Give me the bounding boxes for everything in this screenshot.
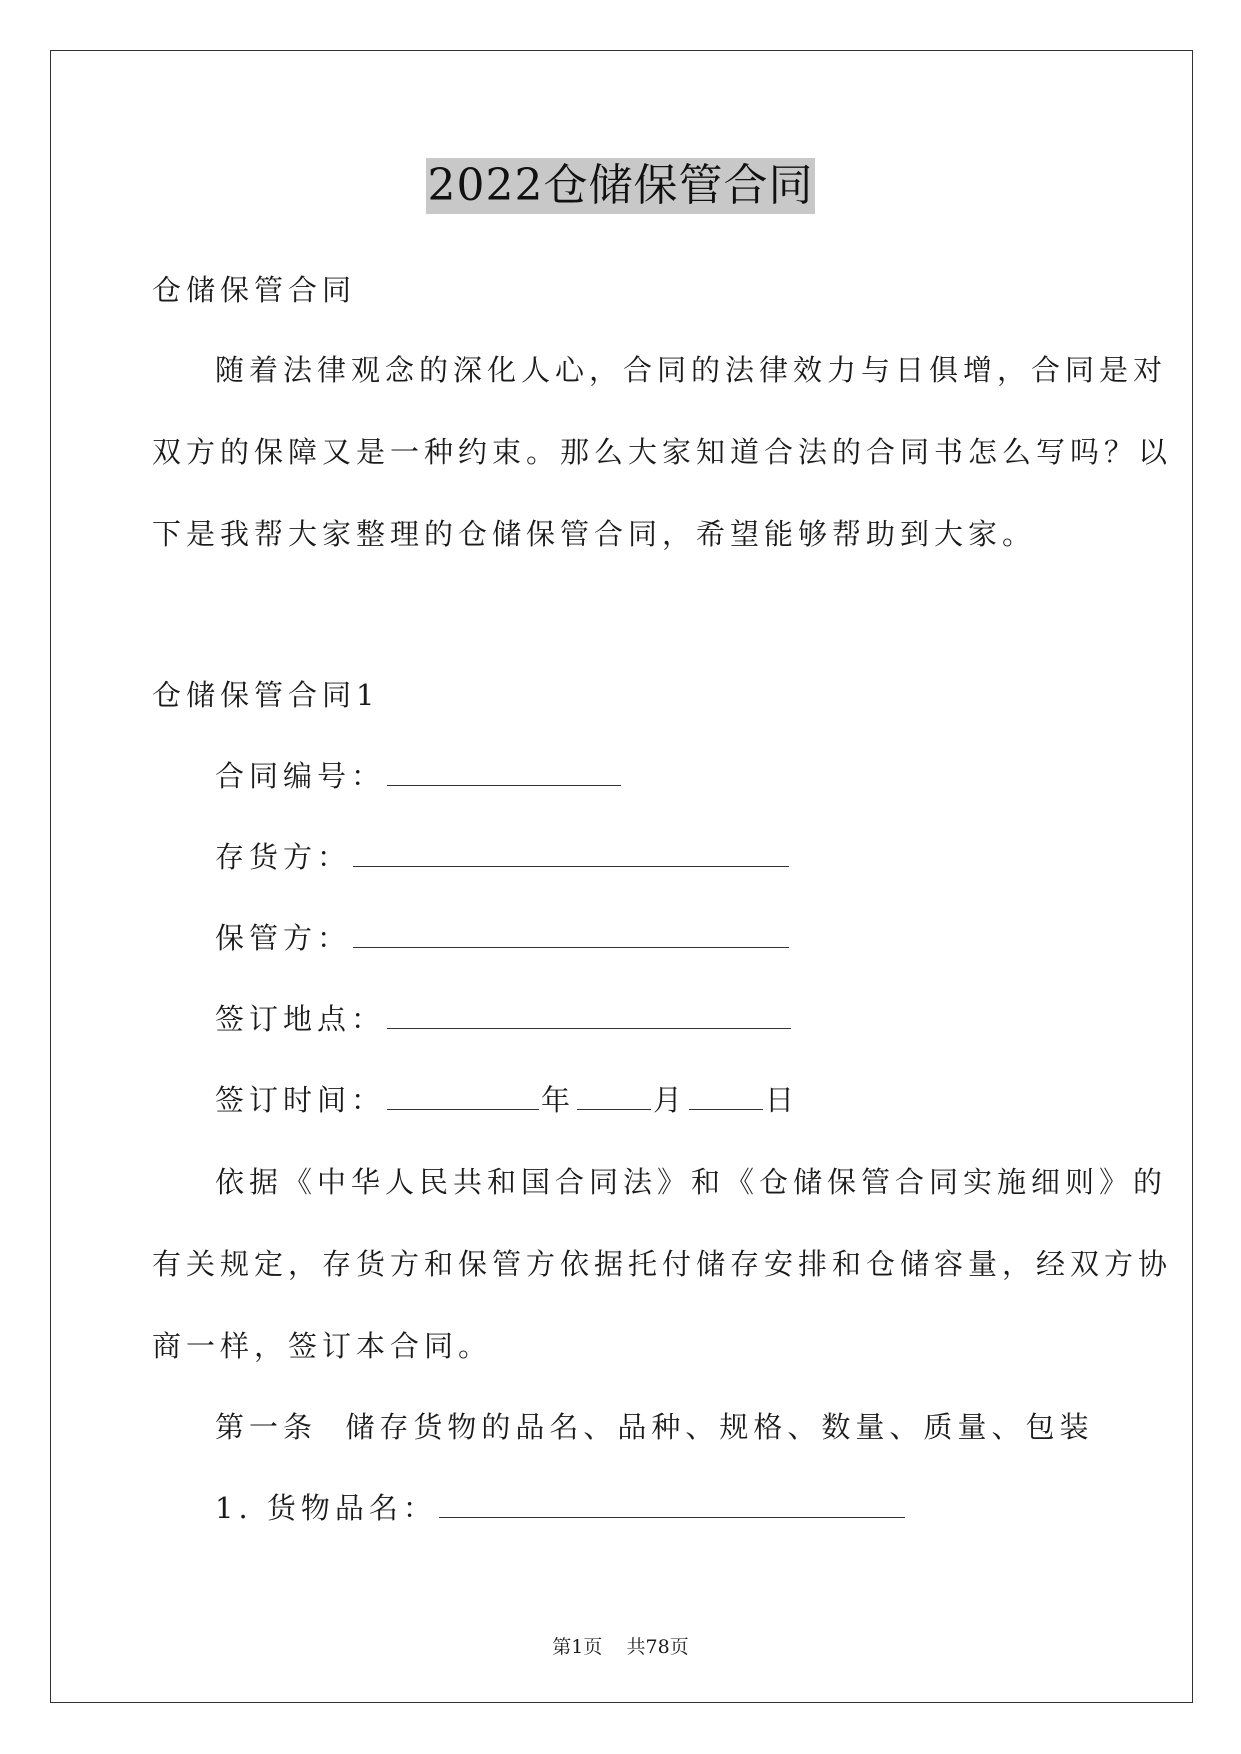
signing-place-row	[215, 999, 793, 1039]
signing-time-row	[215, 1080, 799, 1120]
intro-line-3: 下是我帮大家整理的仓储保管合同，希望能够帮助到大家。	[152, 517, 1037, 551]
contract-number-row	[215, 756, 623, 796]
page-footer	[0, 1634, 1241, 1660]
depositor-row	[215, 837, 791, 877]
keeper-row	[215, 918, 791, 958]
page-number-current: 第1页	[552, 1636, 603, 1658]
goods-name-label: 1. 货物品名：	[215, 1491, 437, 1525]
keeper-label: 保管方：	[215, 921, 352, 955]
section-title: 仓储保管合同1	[152, 678, 380, 712]
article-1-heading: 第一条 储存货物的品名、品种、规格、数量、质量、包装	[215, 1410, 1094, 1444]
month-label: 月	[653, 1083, 688, 1117]
signing-time-label: 签订时间：	[215, 1083, 386, 1117]
document-title: 2022仓储保管合同	[426, 158, 816, 214]
page-number-total: 共78页	[626, 1636, 689, 1658]
signing-month-blank[interactable]	[577, 1083, 651, 1110]
depositor-blank[interactable]	[353, 840, 789, 867]
intro-line-1: 随着法律观念的深化人心，合同的法律效力与日俱增，合同是对	[215, 353, 1168, 387]
basis-line-2: 有关规定，存货方和保管方依据托付储存安排和仓储容量，经双方协	[152, 1247, 1173, 1281]
keeper-blank[interactable]	[353, 921, 789, 948]
signing-place-blank[interactable]	[387, 1002, 791, 1029]
depositor-label: 存货方：	[215, 840, 352, 874]
contract-number-blank[interactable]	[387, 759, 621, 786]
intro-line-2: 双方的保障又是一种约束。那么大家知道合法的合同书怎么写吗？以	[152, 435, 1173, 469]
year-label: 年	[541, 1083, 576, 1117]
goods-name-blank[interactable]	[439, 1491, 905, 1518]
signing-place-label: 签订地点：	[215, 1002, 386, 1036]
signing-year-blank[interactable]	[387, 1083, 539, 1110]
basis-line-1: 依据《中华人民共和国合同法》和《仓储保管合同实施细则》的	[215, 1165, 1168, 1199]
document-subtitle: 仓储保管合同	[152, 273, 357, 307]
day-label: 日	[765, 1083, 800, 1117]
goods-name-row	[215, 1488, 907, 1528]
contract-number-label: 合同编号：	[215, 759, 386, 793]
basis-line-3: 商一样，签订本合同。	[152, 1329, 493, 1363]
document-title-block	[0, 158, 1241, 214]
signing-day-blank[interactable]	[689, 1083, 763, 1110]
